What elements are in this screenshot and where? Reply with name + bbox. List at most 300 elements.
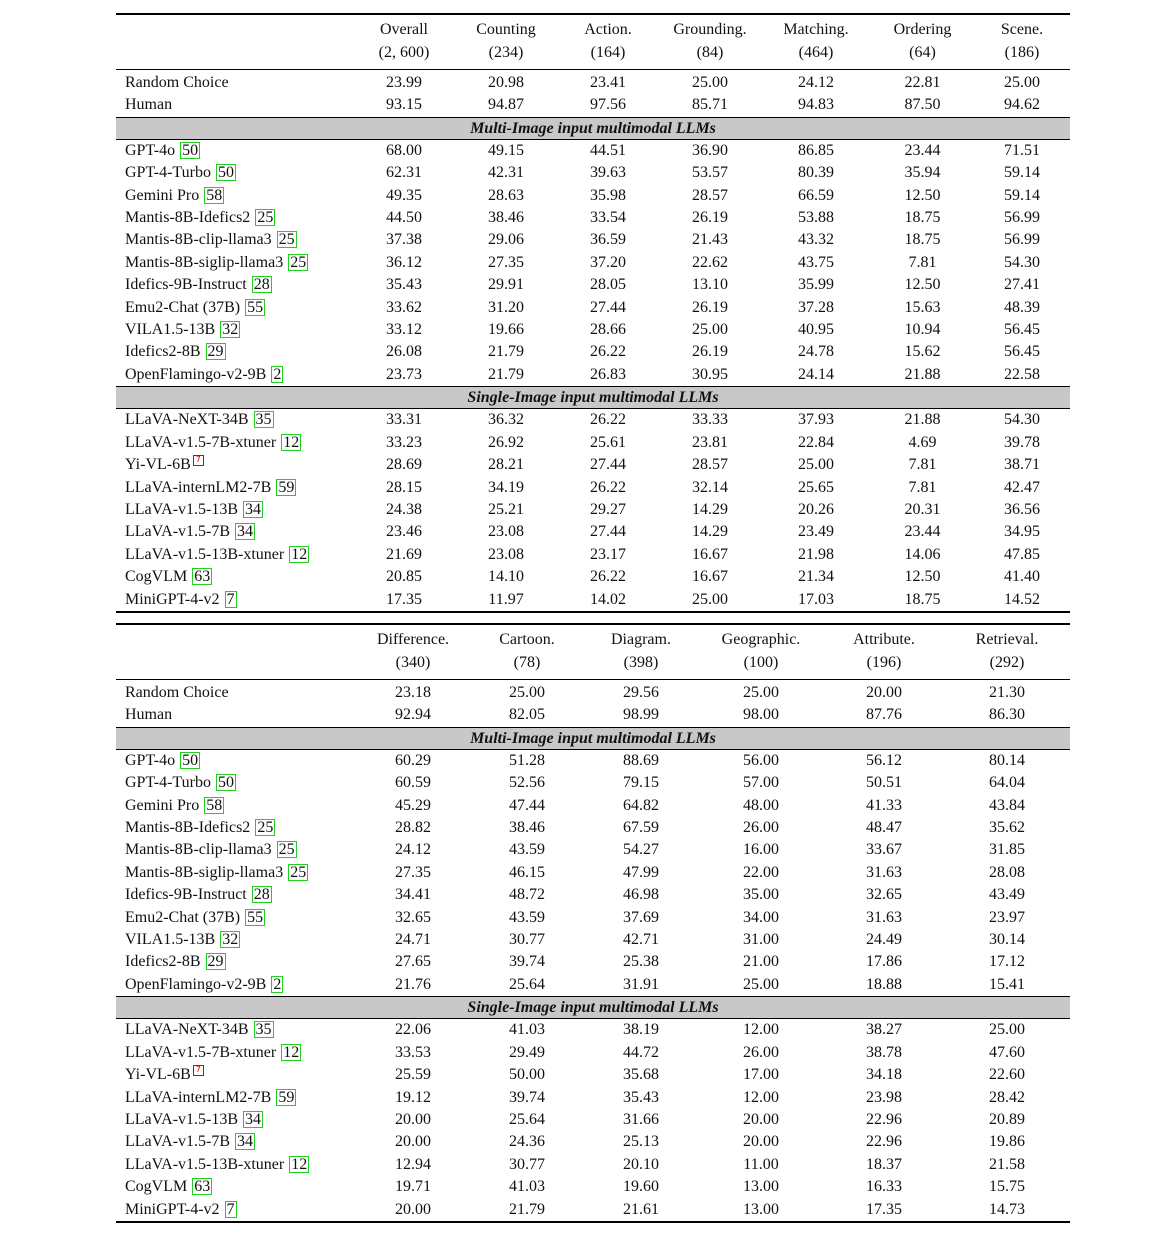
model-name: Random Choice [125, 684, 229, 701]
score-cell: 12.50 [904, 568, 941, 586]
score-cell: 53.57 [692, 164, 728, 182]
citation-link[interactable]: 34 [245, 1110, 262, 1128]
citation-link[interactable]: 50 [182, 141, 199, 159]
score-cell: 38.27 [866, 1021, 902, 1039]
model-name-cell [116, 185, 353, 207]
table-row [116, 884, 1070, 906]
citation-link[interactable]: 34 [237, 523, 254, 541]
model-name: Idefics2-8B [125, 343, 201, 361]
score-cell: 26.00 [743, 819, 779, 837]
score-cell: 19.60 [623, 1178, 659, 1196]
section-title: Single-Image input multimodal LLMs [116, 997, 1070, 1019]
model-name: Emu2-Chat (37B) [125, 908, 241, 926]
model-name: MiniGPT-4-v2 [125, 1200, 220, 1218]
score-cell: 21.79 [488, 343, 524, 361]
model-name: MiniGPT-4-v2 [125, 590, 220, 608]
model-name-cell [116, 884, 356, 906]
score-cell: 32.65 [395, 908, 431, 926]
citation-link[interactable]: 50 [182, 751, 199, 769]
citation-link[interactable]: 25 [257, 209, 274, 227]
score-cell: 17.86 [866, 953, 902, 971]
column-count: (464) [798, 44, 834, 61]
score-cell: 35.94 [904, 164, 941, 182]
score-cell: 25.00 [692, 74, 728, 91]
model-name-cell [116, 749, 356, 772]
score-cell: 82.05 [509, 706, 545, 724]
multi-image-section [116, 727, 1070, 996]
baseline-rows [116, 680, 1070, 728]
score-cell: 23.17 [590, 545, 626, 563]
score-cell: 15.62 [904, 343, 941, 361]
model-name-cell [116, 274, 353, 296]
citation-link[interactable]: 35 [255, 1021, 272, 1039]
score-cell: 34.00 [743, 908, 779, 926]
score-cell: 24.71 [395, 931, 431, 949]
score-cell: 18.88 [866, 975, 902, 993]
score-cell: 43.59 [509, 908, 545, 926]
score-cell: 31.00 [743, 931, 779, 949]
score-cell: 25.00 [989, 1021, 1025, 1039]
column-count: (234) [488, 44, 524, 61]
citation-link[interactable]: 25 [257, 819, 274, 837]
score-cell: 13.00 [743, 1200, 779, 1218]
score-cell: 37.38 [386, 231, 422, 249]
score-cell: 46.98 [623, 886, 659, 904]
score-cell: 29.49 [509, 1043, 545, 1061]
score-cell: 31.63 [866, 908, 902, 926]
score-cell: 23.08 [488, 545, 524, 563]
baseline-row [116, 704, 1070, 727]
score-cell: 14.06 [904, 545, 941, 563]
citation-link[interactable]: 29 [207, 953, 224, 971]
score-cell: 21.43 [692, 231, 728, 249]
score-cell: 33.53 [395, 1043, 431, 1061]
score-cell: 13.10 [692, 276, 728, 294]
citation-link[interactable]: 55 [247, 298, 264, 316]
score-cell: 31.66 [623, 1110, 659, 1128]
score-cell: 26.19 [692, 343, 728, 361]
score-cell: 48.72 [509, 886, 545, 904]
score-cell: 27.35 [395, 863, 431, 881]
table-row [116, 862, 1070, 884]
score-cell: 36.12 [386, 253, 422, 271]
score-cell: 21.98 [798, 545, 834, 563]
score-cell: 26.83 [590, 365, 626, 383]
model-name-cell [116, 566, 353, 588]
score-cell: 15.41 [989, 975, 1025, 993]
model-name-cell [116, 364, 353, 387]
score-cell: 26.92 [488, 433, 524, 451]
section-band [116, 997, 1070, 1019]
score-cell: 34.41 [395, 886, 431, 904]
score-cell: 12.00 [743, 1021, 779, 1039]
score-cell: 87.76 [866, 706, 902, 724]
single-image-section [116, 387, 1070, 612]
score-cell: 14.52 [1004, 590, 1040, 608]
citation-link[interactable]: 59 [278, 478, 295, 496]
score-cell: 20.00 [866, 684, 902, 701]
score-cell: 35.00 [743, 886, 779, 904]
citation-marker-icon[interactable]: 7 [193, 1065, 204, 1076]
score-cell: 18.37 [866, 1155, 902, 1173]
score-cell: 25.00 [1004, 74, 1040, 91]
model-name: GPT-4-Turbo [125, 774, 211, 792]
score-cell: 21.30 [989, 684, 1025, 701]
score-cell: 24.14 [798, 365, 834, 383]
score-cell: 30.95 [692, 365, 728, 383]
score-cell: 20.00 [395, 1200, 431, 1218]
score-cell: 47.44 [509, 796, 545, 814]
citation-link[interactable]: 58 [206, 796, 223, 814]
score-cell: 28.15 [386, 478, 422, 496]
citation-marker-icon[interactable]: 7 [193, 455, 204, 466]
score-cell: 14.10 [488, 568, 524, 586]
model-name: VILA1.5-13B [125, 931, 216, 949]
citation-link[interactable]: 34 [245, 500, 262, 518]
score-cell: 22.62 [692, 253, 728, 271]
column-count: (398) [623, 654, 659, 671]
score-cell: 19.71 [395, 1178, 431, 1196]
table-row [116, 454, 1070, 476]
model-name-cell [116, 544, 353, 566]
baseline-row [116, 70, 1070, 95]
table-row [116, 477, 1070, 499]
model-name: LLaVA-v1.5-7B [125, 1133, 231, 1151]
score-cell: 7.81 [908, 456, 937, 474]
model-name-cell [116, 252, 353, 274]
score-cell: 22.81 [904, 74, 941, 91]
column-header: Retrieval. [975, 631, 1039, 648]
score-cell: 16.67 [692, 545, 728, 563]
score-cell: 20.00 [395, 1133, 431, 1151]
score-cell: 29.06 [488, 231, 524, 249]
score-cell: 56.45 [1004, 321, 1040, 339]
table-row [116, 432, 1070, 454]
score-cell: 25.00 [798, 456, 834, 474]
score-cell: 35.62 [989, 819, 1025, 837]
citation-link[interactable]: 2 [273, 365, 282, 383]
score-cell: 26.22 [590, 568, 626, 586]
citation-link[interactable]: 2 [273, 975, 282, 993]
score-cell: 25.59 [395, 1066, 431, 1084]
model-name-cell [116, 229, 353, 251]
score-cell: 97.56 [590, 96, 626, 114]
citation-link[interactable]: 7 [226, 1200, 235, 1218]
column-header: Ordering [893, 21, 952, 38]
citation-link[interactable]: 12 [283, 433, 300, 451]
score-cell: 16.33 [866, 1178, 902, 1196]
citation-link[interactable]: 28 [253, 886, 270, 904]
score-cell: 23.99 [386, 74, 422, 91]
citation-link[interactable]: 25 [278, 231, 295, 249]
model-name-cell [116, 1064, 356, 1086]
score-cell: 33.23 [386, 433, 422, 451]
table-row [116, 1064, 1070, 1086]
score-cell: 36.59 [590, 231, 626, 249]
score-cell: 33.33 [692, 411, 728, 429]
score-cell: 41.03 [509, 1178, 545, 1196]
score-cell: 22.06 [395, 1021, 431, 1039]
column-count: (186) [1004, 44, 1040, 61]
citation-link[interactable]: 32 [222, 931, 239, 949]
table-row [116, 839, 1070, 861]
score-cell: 23.46 [386, 523, 422, 541]
score-cell: 56.45 [1004, 343, 1040, 361]
score-cell: 16.67 [692, 568, 728, 586]
citation-link[interactable]: 32 [222, 321, 239, 339]
model-name-cell [116, 521, 353, 543]
score-cell: 20.89 [989, 1110, 1025, 1128]
score-cell: 26.08 [386, 343, 422, 361]
score-cell: 24.78 [798, 343, 834, 361]
score-cell: 54.30 [1004, 411, 1040, 429]
citation-link[interactable]: 50 [217, 774, 234, 792]
score-cell: 56.99 [1004, 209, 1040, 227]
table-row [116, 929, 1070, 951]
model-name: OpenFlamingo-v2-9B [125, 365, 267, 383]
score-cell: 25.64 [509, 1110, 545, 1128]
score-cell: 86.30 [989, 706, 1025, 724]
score-cell: 26.22 [590, 343, 626, 361]
model-name-cell [116, 795, 356, 817]
column-count: (196) [866, 654, 902, 671]
citation-link[interactable]: 29 [207, 343, 224, 361]
column-header: Scene. [1000, 21, 1044, 38]
column-header: Counting [476, 21, 536, 38]
score-cell: 47.85 [1004, 545, 1040, 563]
column-count: (100) [743, 654, 779, 671]
model-name-cell [116, 951, 356, 973]
score-cell: 18.75 [904, 231, 941, 249]
score-cell: 60.59 [395, 774, 431, 792]
score-cell: 25.64 [509, 975, 545, 993]
model-name-cell [116, 1199, 356, 1222]
column-header: Overall [380, 21, 428, 38]
score-cell: 12.50 [904, 276, 941, 294]
score-cell: 23.73 [386, 365, 422, 383]
score-cell: 28.57 [692, 186, 728, 204]
citation-link[interactable]: 7 [226, 590, 235, 608]
score-cell: 24.12 [798, 74, 834, 91]
column-header: Attribute. [853, 631, 915, 648]
citation-link[interactable]: 28 [253, 276, 270, 294]
table-row [116, 1199, 1070, 1222]
score-cell: 37.93 [798, 411, 834, 429]
score-cell: 18.75 [904, 209, 941, 227]
citation-link[interactable]: 59 [278, 1088, 295, 1106]
model-name-cell [116, 297, 353, 319]
score-cell: 24.38 [386, 500, 422, 518]
column-count: (2, 600) [378, 44, 430, 61]
multi-image-section [116, 117, 1070, 386]
score-cell: 94.87 [488, 96, 524, 114]
score-cell: 68.00 [386, 141, 422, 159]
score-cell: 31.85 [989, 841, 1025, 859]
citation-link[interactable]: 35 [255, 411, 272, 429]
citation-link[interactable]: 58 [206, 186, 223, 204]
citation-link[interactable]: 50 [217, 164, 234, 182]
model-name: CogVLM [125, 568, 188, 586]
score-cell: 31.63 [866, 863, 902, 881]
model-name: LLaVA-v1.5-13B-xtuner [125, 545, 285, 563]
score-cell: 24.12 [395, 841, 431, 859]
score-cell: 60.29 [395, 751, 431, 769]
score-cell: 22.96 [866, 1110, 902, 1128]
score-cell: 15.75 [989, 1178, 1025, 1196]
model-name: LLaVA-v1.5-13B [125, 500, 239, 518]
score-cell: 21.88 [904, 365, 941, 383]
score-cell: 20.10 [623, 1155, 659, 1173]
score-cell: 22.96 [866, 1133, 902, 1151]
model-name: LLaVA-v1.5-13B [125, 1110, 239, 1128]
score-cell: 39.78 [1004, 433, 1040, 451]
table-row [116, 319, 1070, 341]
citation-link[interactable]: 63 [194, 1178, 211, 1196]
score-cell: 36.90 [692, 141, 728, 159]
model-name-cell [116, 907, 356, 929]
score-cell: 43.75 [798, 253, 834, 271]
table-header [116, 624, 1070, 680]
table-row [116, 185, 1070, 207]
score-cell: 43.84 [989, 796, 1025, 814]
model-name: Idefics2-8B [125, 953, 201, 971]
table-row [116, 907, 1070, 929]
model-name: LLaVA-NeXT-34B [125, 1021, 249, 1039]
score-cell: 10.94 [904, 321, 941, 339]
model-name-cell [116, 772, 356, 794]
model-name: Gemini Pro [125, 796, 200, 814]
score-cell: 42.47 [1004, 478, 1040, 496]
model-name-cell [116, 1087, 356, 1109]
score-cell: 38.71 [1004, 456, 1040, 474]
baseline-rows [116, 70, 1070, 118]
score-cell: 88.69 [623, 751, 659, 769]
column-header: Geographic. [721, 631, 801, 648]
score-cell: 28.63 [488, 186, 524, 204]
table-row [116, 544, 1070, 566]
model-name: OpenFlamingo-v2-9B [125, 975, 267, 993]
score-cell: 29.56 [623, 684, 659, 701]
score-cell: 37.20 [590, 253, 626, 271]
model-name-cell [116, 1131, 356, 1153]
score-cell: 37.28 [798, 298, 834, 316]
model-name: Mantis-8B-siglip-llama3 [125, 863, 284, 881]
score-cell: 4.69 [908, 433, 937, 451]
score-cell: 27.44 [590, 523, 626, 541]
score-cell: 59.14 [1004, 164, 1040, 182]
citation-link[interactable]: 25 [290, 253, 307, 271]
score-cell: 38.19 [623, 1021, 659, 1039]
model-name: GPT-4o [125, 141, 176, 159]
score-cell: 64.04 [989, 774, 1025, 792]
score-cell: 57.00 [743, 774, 779, 792]
model-name: Idefics-9B-Instruct [125, 886, 247, 904]
score-cell: 12.94 [395, 1155, 431, 1173]
score-cell: 33.54 [590, 209, 626, 227]
score-cell: 53.88 [798, 209, 834, 227]
citation-link[interactable]: 34 [237, 1133, 254, 1151]
score-cell: 18.75 [904, 590, 941, 608]
column-count: (64) [909, 44, 936, 61]
score-cell: 34.95 [1004, 523, 1040, 541]
score-cell: 21.88 [904, 411, 941, 429]
score-cell: 98.00 [743, 706, 779, 724]
score-cell: 94.62 [1004, 96, 1040, 114]
section-title: Multi-Image input multimodal LLMs [116, 117, 1070, 139]
score-cell: 59.14 [1004, 186, 1040, 204]
citation-link[interactable]: 63 [194, 568, 211, 586]
model-name: Emu2-Chat (37B) [125, 298, 241, 316]
score-cell: 40.95 [798, 321, 834, 339]
score-cell: 17.12 [989, 953, 1025, 971]
model-name: Mantis-8B-clip-llama3 [125, 841, 272, 859]
score-cell: 43.59 [509, 841, 545, 859]
table-row [116, 795, 1070, 817]
score-cell: 86.85 [798, 141, 834, 159]
score-cell: 28.21 [488, 456, 524, 474]
score-cell: 27.41 [1004, 276, 1040, 294]
score-cell: 19.66 [488, 321, 524, 339]
table-row [116, 499, 1070, 521]
table-row [116, 207, 1070, 229]
citation-link[interactable]: 12 [283, 1043, 300, 1061]
score-cell: 14.02 [590, 590, 626, 608]
model-name: Mantis-8B-Idefics2 [125, 819, 251, 837]
score-cell: 30.77 [509, 1155, 545, 1173]
score-cell: 38.46 [509, 819, 545, 837]
model-name: CogVLM [125, 1178, 188, 1196]
table-row [116, 364, 1070, 387]
score-cell: 56.12 [866, 751, 902, 769]
model-name-cell [116, 162, 353, 184]
score-cell: 42.71 [623, 931, 659, 949]
score-cell: 21.76 [395, 975, 431, 993]
score-cell: 36.32 [488, 411, 524, 429]
model-name-cell [116, 499, 353, 521]
model-name-cell [116, 139, 353, 162]
score-cell: 23.49 [798, 523, 834, 541]
score-cell: 17.35 [386, 590, 422, 608]
citation-link[interactable]: 12 [291, 545, 308, 563]
citation-link[interactable]: 55 [247, 908, 264, 926]
table-row [116, 1042, 1070, 1064]
score-cell: 80.14 [989, 751, 1025, 769]
score-cell: 21.34 [798, 568, 834, 586]
score-cell: 98.99 [623, 706, 659, 724]
score-cell: 23.08 [488, 523, 524, 541]
score-cell: 23.18 [395, 684, 431, 701]
model-name: LLaVA-v1.5-13B-xtuner [125, 1155, 285, 1173]
citation-link[interactable]: 25 [290, 863, 307, 881]
citation-link[interactable]: 25 [278, 841, 295, 859]
score-cell: 26.19 [692, 298, 728, 316]
model-name: Human [125, 706, 173, 724]
score-cell: 17.35 [866, 1200, 902, 1218]
citation-link[interactable]: 12 [291, 1155, 308, 1173]
model-name: Mantis-8B-Idefics2 [125, 209, 251, 227]
score-cell: 39.74 [509, 953, 545, 971]
score-cell: 17.03 [798, 590, 834, 608]
model-name: LLaVA-v1.5-7B-xtuner [125, 433, 277, 451]
model-name: LLaVA-internLM2-7B [125, 478, 272, 496]
score-cell: 28.57 [692, 456, 728, 474]
score-cell: 21.00 [743, 953, 779, 971]
column-count: (164) [590, 44, 626, 61]
score-cell: 39.63 [590, 164, 626, 182]
model-name: VILA1.5-13B [125, 321, 216, 339]
model-name-cell [116, 409, 353, 432]
score-cell: 67.59 [623, 819, 659, 837]
